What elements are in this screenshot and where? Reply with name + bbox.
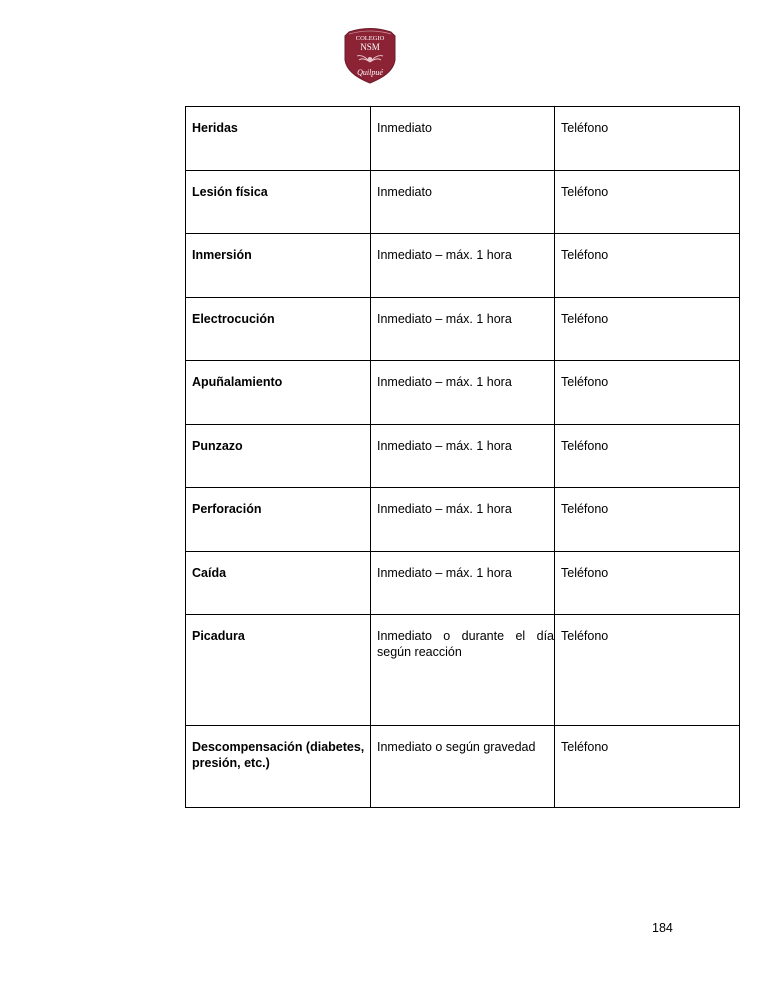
contact-method-cell: Teléfono xyxy=(555,361,740,425)
response-time-cell: Inmediato – máx. 1 hora xyxy=(371,551,555,615)
school-crest-icon xyxy=(343,26,397,84)
table-row xyxy=(186,107,740,171)
logo-line-nsm: NSM xyxy=(360,42,380,52)
response-time-cell: Inmediato – máx. 1 hora xyxy=(371,488,555,552)
contact-method-cell: Teléfono xyxy=(555,170,740,234)
table-row xyxy=(186,297,740,361)
incident-type-cell: Heridas xyxy=(186,107,371,171)
incident-type-cell: Inmersión xyxy=(186,234,371,298)
table-row xyxy=(186,234,740,298)
contact-method-cell: Teléfono xyxy=(555,488,740,552)
incident-type-cell: Punzazo xyxy=(186,424,371,488)
incident-type-cell: Perforación xyxy=(186,488,371,552)
table-row xyxy=(186,170,740,234)
incident-table-body xyxy=(186,107,740,808)
contact-method-cell: Teléfono xyxy=(555,726,740,808)
response-time-cell: Inmediato – máx. 1 hora xyxy=(371,424,555,488)
response-time-cell: Inmediato – máx. 1 hora xyxy=(371,297,555,361)
incident-table xyxy=(185,106,740,808)
logo-line-colegio: COLEGIO xyxy=(355,35,385,42)
contact-method-cell: Teléfono xyxy=(555,234,740,298)
incident-type-cell: Picadura xyxy=(186,615,371,726)
contact-method-cell: Teléfono xyxy=(555,615,740,726)
table-row xyxy=(186,488,740,552)
table-row xyxy=(186,615,740,726)
school-crest-logo xyxy=(343,26,397,84)
incident-type-cell: Lesión física xyxy=(186,170,371,234)
response-time-cell: Inmediato o según gravedad xyxy=(371,726,555,808)
response-time-cell: Inmediato xyxy=(371,107,555,171)
response-time-cell: Inmediato o durante el día según reacción xyxy=(371,615,555,726)
incident-type-cell: Descompensación (diabetes, presión, etc.) xyxy=(186,726,371,808)
contact-method-cell: Teléfono xyxy=(555,424,740,488)
logo-line-quilpue: Quilpué xyxy=(357,68,383,77)
response-time-cell: Inmediato – máx. 1 hora xyxy=(371,361,555,425)
contact-method-cell: Teléfono xyxy=(555,107,740,171)
incident-type-cell: Apuñalamiento xyxy=(186,361,371,425)
contact-method-cell: Teléfono xyxy=(555,297,740,361)
contact-method-cell: Teléfono xyxy=(555,551,740,615)
response-time-cell: Inmediato – máx. 1 hora xyxy=(371,234,555,298)
table-row xyxy=(186,361,740,425)
incident-type-cell: Caída xyxy=(186,551,371,615)
response-time-cell: Inmediato xyxy=(371,170,555,234)
page-number: 184 xyxy=(652,921,673,935)
table-row xyxy=(186,726,740,808)
table-row xyxy=(186,551,740,615)
incident-type-cell: Electrocución xyxy=(186,297,371,361)
table-row xyxy=(186,424,740,488)
